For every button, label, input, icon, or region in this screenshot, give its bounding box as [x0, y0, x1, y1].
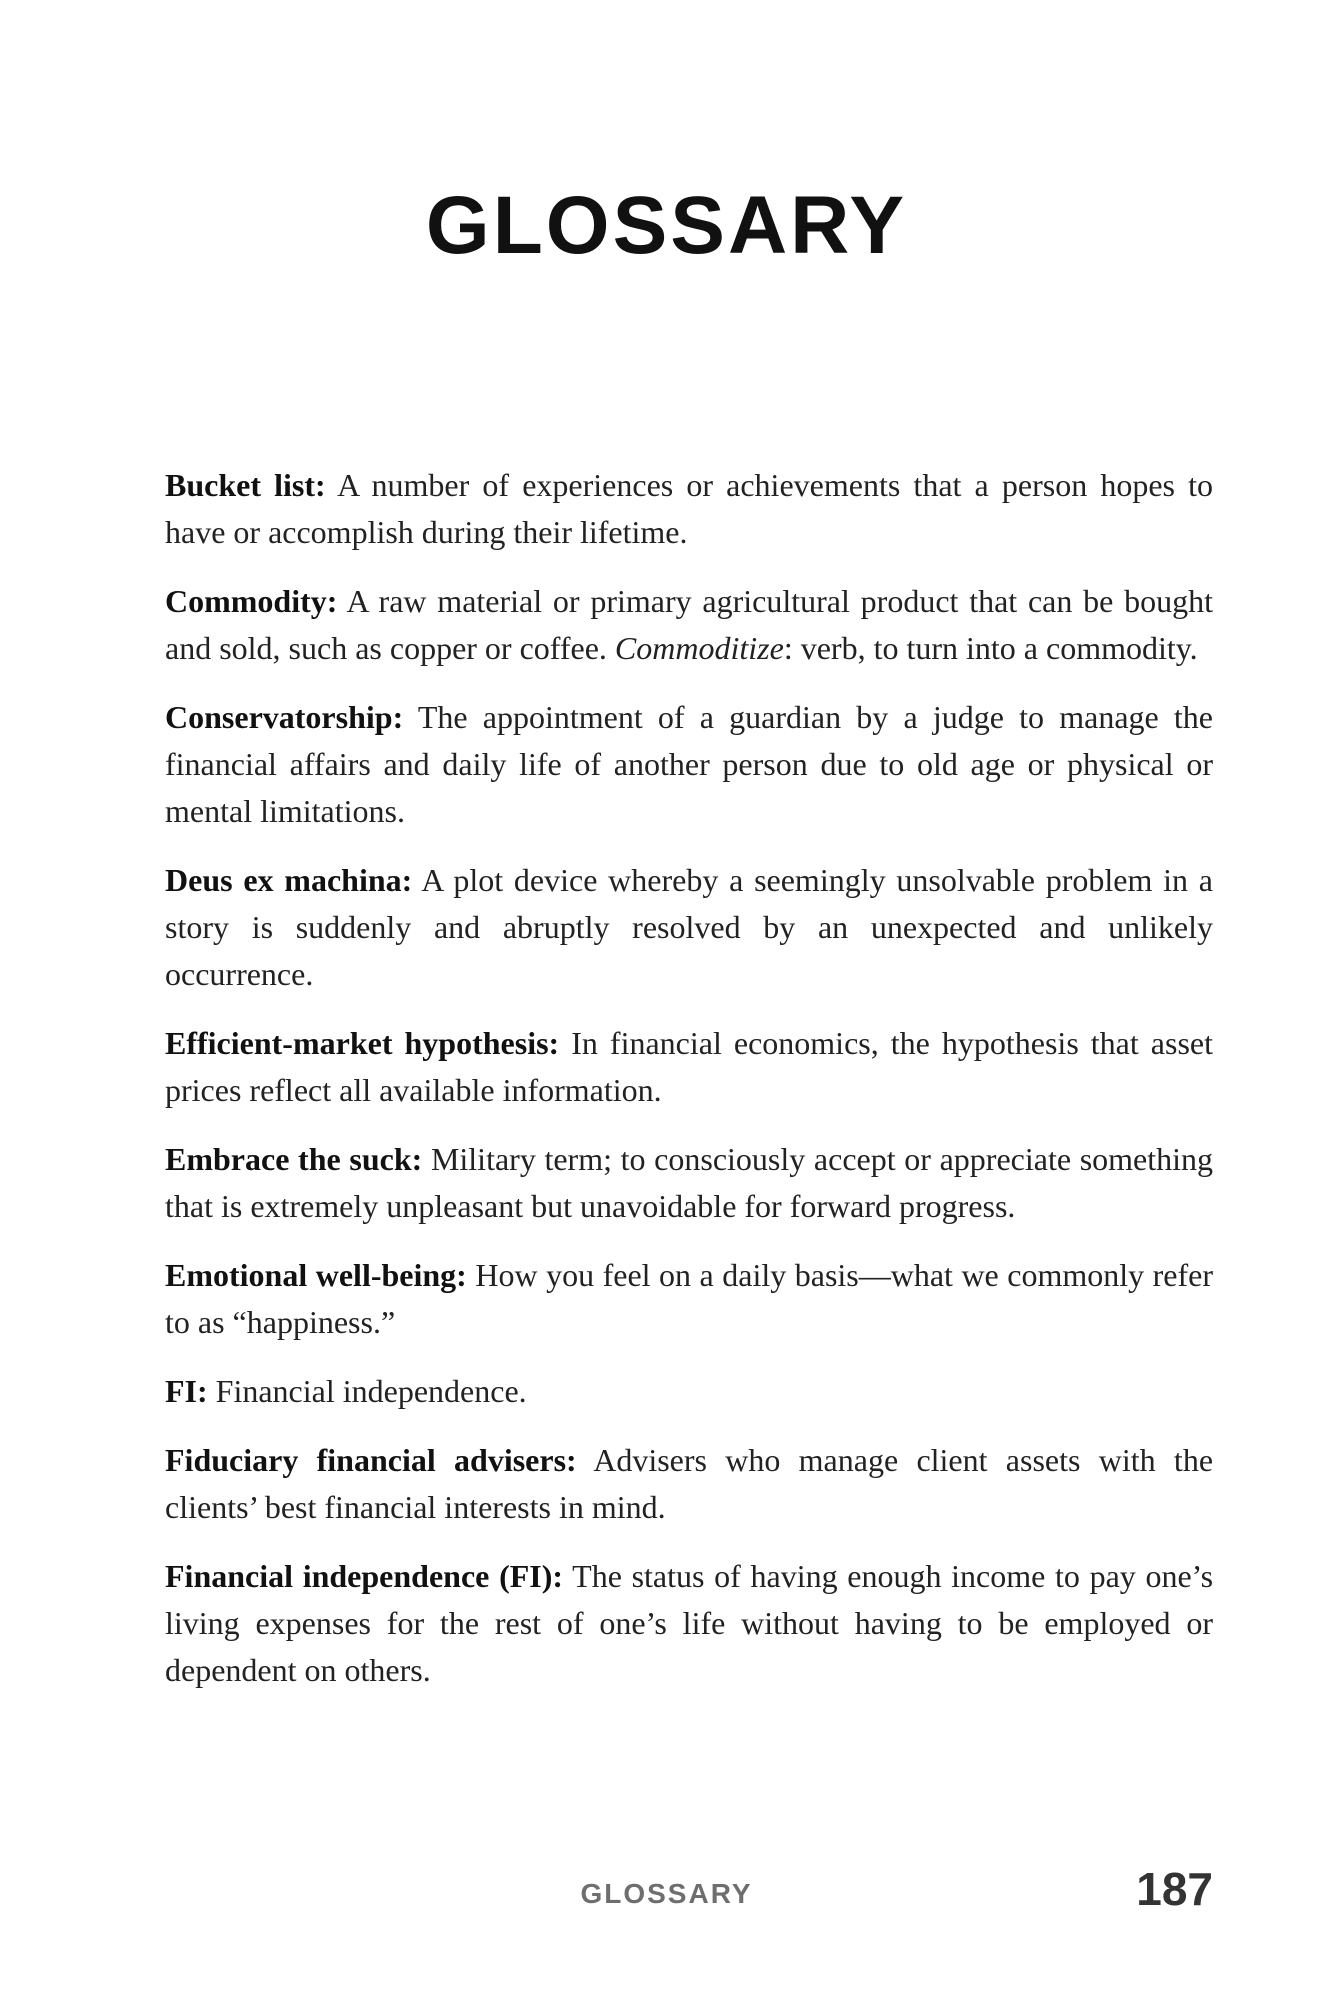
glossary-entry-emotional-well-being [165, 1252, 1213, 1346]
glossary-entry-deus-ex-machina [165, 857, 1213, 998]
glossary-term: Commodity: [165, 583, 338, 619]
glossary-entry-efficient-market-hypothesis [165, 1020, 1213, 1114]
glossary-entry-fi [165, 1368, 1213, 1415]
glossary-definition: A plot device whereby a seemingly unsolvable problem in a story is suddenly and abruptly resolved by an unexpected and unlikely occurrence. [165, 862, 1214, 992]
glossary-definition: Military term; to consciously accept or appreciate something that is extremely unpleasant but unavoidable for forward progress. [165, 1141, 1214, 1224]
glossary-term: Financial independence (FI): [165, 1558, 564, 1594]
page-title: GLOSSARY [425, 180, 908, 271]
glossary-definition: The status of having enough income to pay one’s living expenses for the rest of one’s life without having to be employed or dependent on others. [165, 1558, 1214, 1688]
glossary-entry-embrace-the-suck [165, 1136, 1213, 1230]
glossary-term: Deus ex machina: [165, 862, 413, 898]
glossary-term: Emotional well-being: [165, 1257, 467, 1293]
glossary-definition: The appointment of a guardian by a judge to manage the financial affairs and daily life of another person due to old age or physical or mental limitations. [165, 699, 1214, 829]
glossary-term: Fiduciary financial advisers: [165, 1442, 577, 1478]
glossary-definition: In financial economics, the hypothesis that asset prices reflect all available information. [165, 1025, 1214, 1108]
running-footer: GLOSSARY [580, 1878, 753, 1909]
glossary-definition: A raw material or primary agricultural product that can be bought and sold, such as copper or coffee. [165, 583, 1214, 666]
glossary-term: Efficient-market hypothesis: [165, 1025, 560, 1061]
glossary-entry-bucket-list [165, 462, 1213, 556]
glossary-definition: A number of experiences or achievements that a person hopes to have or accomplish during their lifetime. [165, 467, 1214, 550]
glossary-definition: Advisers who manage client assets with the clients’ best financial interests in mind. [165, 1442, 1214, 1525]
glossary-term: Conservatorship: [165, 699, 404, 735]
glossary-related-definition: : verb, to turn into a commodity. [783, 630, 1198, 666]
glossary-entry-conservatorship [165, 694, 1213, 835]
glossary-term: FI: [165, 1373, 208, 1409]
glossary-entry-fiduciary-financial-advisers [165, 1437, 1213, 1531]
glossary-list [165, 462, 1213, 1716]
glossary-term: Bucket list: [165, 467, 326, 503]
glossary-definition: Financial independence. [215, 1373, 527, 1409]
glossary-entry-financial-independence [165, 1553, 1213, 1694]
glossary-related-term: Commoditize [614, 630, 784, 666]
glossary-definition: How you feel on a daily basis—what we commonly refer to as “happiness.” [165, 1257, 1214, 1340]
page-number: 187 [1136, 1863, 1213, 1915]
glossary-term: Embrace the suck: [165, 1141, 423, 1177]
glossary-entry-commodity [165, 578, 1213, 672]
